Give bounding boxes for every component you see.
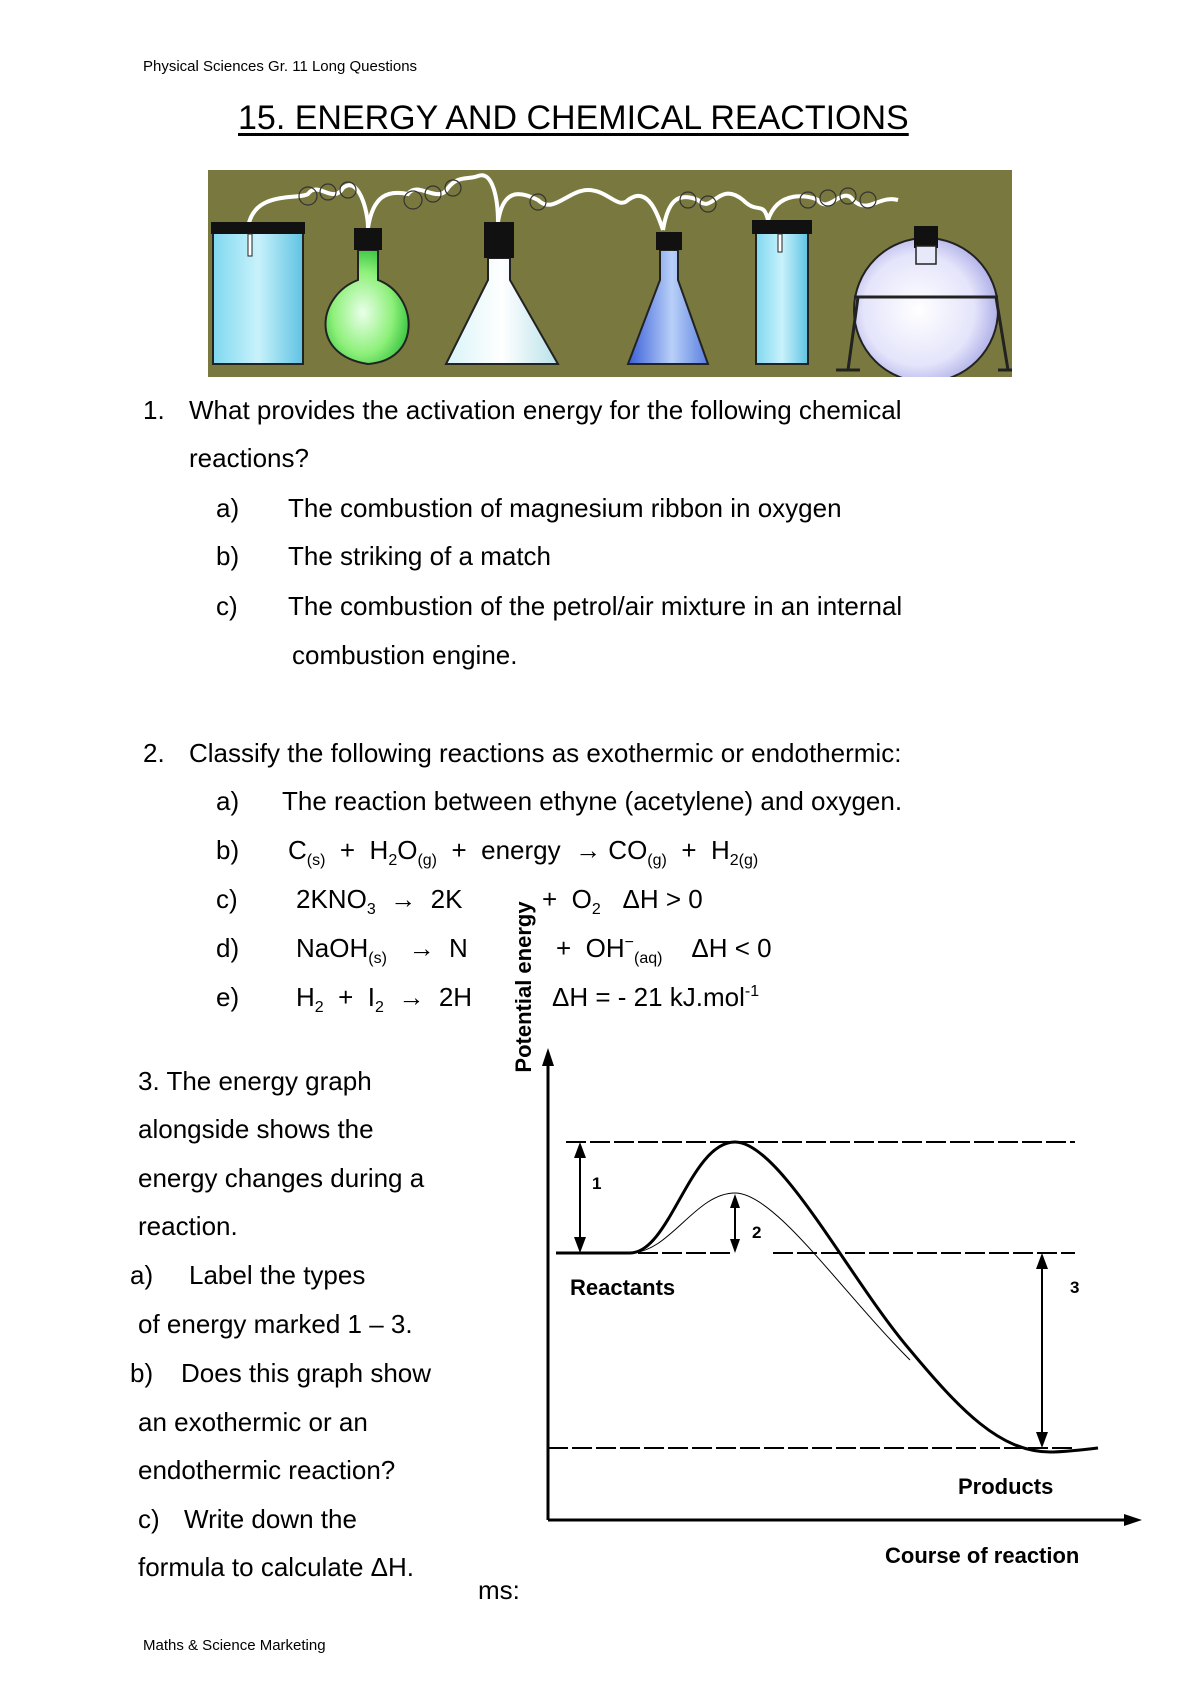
q3-c-text: Write down the (184, 1504, 357, 1534)
q2-d-equation: NaOH$_{(s)}$ → N (296, 933, 468, 967)
y-axis-label: Potential energy (511, 901, 536, 1073)
q2-e-label: e) (216, 982, 240, 1012)
marker-1: 1 (592, 1174, 602, 1193)
q1-line1: What provides the activation energy for the following chemical (189, 395, 902, 425)
q3-line1: 3. The energy graph (138, 1066, 372, 1096)
arrow-3-head-top (1036, 1253, 1048, 1269)
q2-number: 2. (143, 738, 165, 768)
marker-3: 3 (1070, 1278, 1080, 1297)
q2-e-equation-rhs: ΔH = - 21 kJ.mol$^{-1}$ (552, 982, 760, 1012)
marker-2: 2 (752, 1223, 762, 1242)
arrow-1-head-top (574, 1142, 586, 1158)
arrow-2-head-top (730, 1194, 740, 1208)
q3-line4: reaction. (138, 1211, 238, 1241)
q2-d-label: d) (216, 933, 240, 963)
q3-line2: alongside shows the (138, 1114, 374, 1144)
q3-line3: energy changes during a (138, 1163, 425, 1193)
q3-b-continuation-2: endothermic reaction? (138, 1455, 396, 1485)
q3-c-continuation: formula to calculate ΔH. (138, 1552, 415, 1582)
q2-b-equation: $C_{(s)} + H_2O_{(g)}$ + energy → $CO_{(g)} + H_{2(g)}$ (288, 835, 759, 869)
q3-trailing-text: ms: (478, 1575, 520, 1605)
q2-a-text: The reaction between ethyne (acetylene) and oxygen. (282, 786, 903, 816)
q2-c-equation: $2KNO_3 \to 2K$ (296, 884, 463, 918)
q1-c-text: The combustion of the petrol/air mixture in an internal (288, 591, 903, 621)
q3-a-text: Label the types (189, 1260, 366, 1290)
q2-line1: Classify the following reactions as exothermic or endothermic: (189, 738, 902, 768)
q1-a-text: The combustion of magnesium ribbon in oxygen (288, 493, 842, 523)
lab-apparatus-illustration (208, 170, 1012, 377)
q1-number: 1. (143, 395, 165, 425)
q1-line2: reactions? (189, 443, 309, 473)
q3-b-continuation-1: an exothermic or an (138, 1407, 368, 1437)
arrow-1-head-bottom (574, 1237, 586, 1253)
q1-a-label: a) (216, 493, 240, 523)
q2-d-equation-rhs: + $OH^-_{(aq)}$ ΔH < 0 (556, 933, 772, 967)
page-footer: Maths & Science Marketing (143, 1637, 326, 1654)
q2-c-equation-rhs: + $O_2$ ΔH > 0 (542, 884, 703, 918)
q1-b-text: The striking of a match (288, 541, 551, 571)
products-label: Products (958, 1474, 1054, 1499)
q2-e-equation: $H_2 + I_2 \to 2H$ (296, 982, 473, 1016)
energy-profile-graph (490, 880, 1150, 1580)
q3-b-text: Does this graph show (181, 1358, 432, 1388)
q1-c-continuation: combustion engine. (292, 640, 518, 670)
q2-a-label: a) (216, 786, 240, 816)
q1-c-label: c) (216, 591, 238, 621)
reactants-label: Reactants (570, 1275, 676, 1300)
q3-c-label: c) (138, 1504, 160, 1534)
x-axis-label: Course of reaction (885, 1543, 1080, 1568)
q3-a-label: a) (130, 1260, 154, 1290)
arrow-2-head-bottom (730, 1239, 740, 1253)
arrow-3-head-bottom (1036, 1432, 1048, 1448)
q2-c-label: c) (216, 884, 238, 914)
q1-b-label: b) (216, 541, 240, 571)
x-axis-arrowhead (1124, 1514, 1142, 1526)
q3-a-continuation: of energy marked 1 – 3. (138, 1309, 413, 1339)
page-title: 15. ENERGY AND CHEMICAL REACTIONS (238, 99, 909, 137)
y-axis-arrowhead (542, 1048, 554, 1066)
page-header: Physical Sciences Gr. 11 Long Questions (143, 58, 418, 75)
q3-b-label: b) (130, 1358, 154, 1388)
q2-b-label: b) (216, 835, 240, 865)
